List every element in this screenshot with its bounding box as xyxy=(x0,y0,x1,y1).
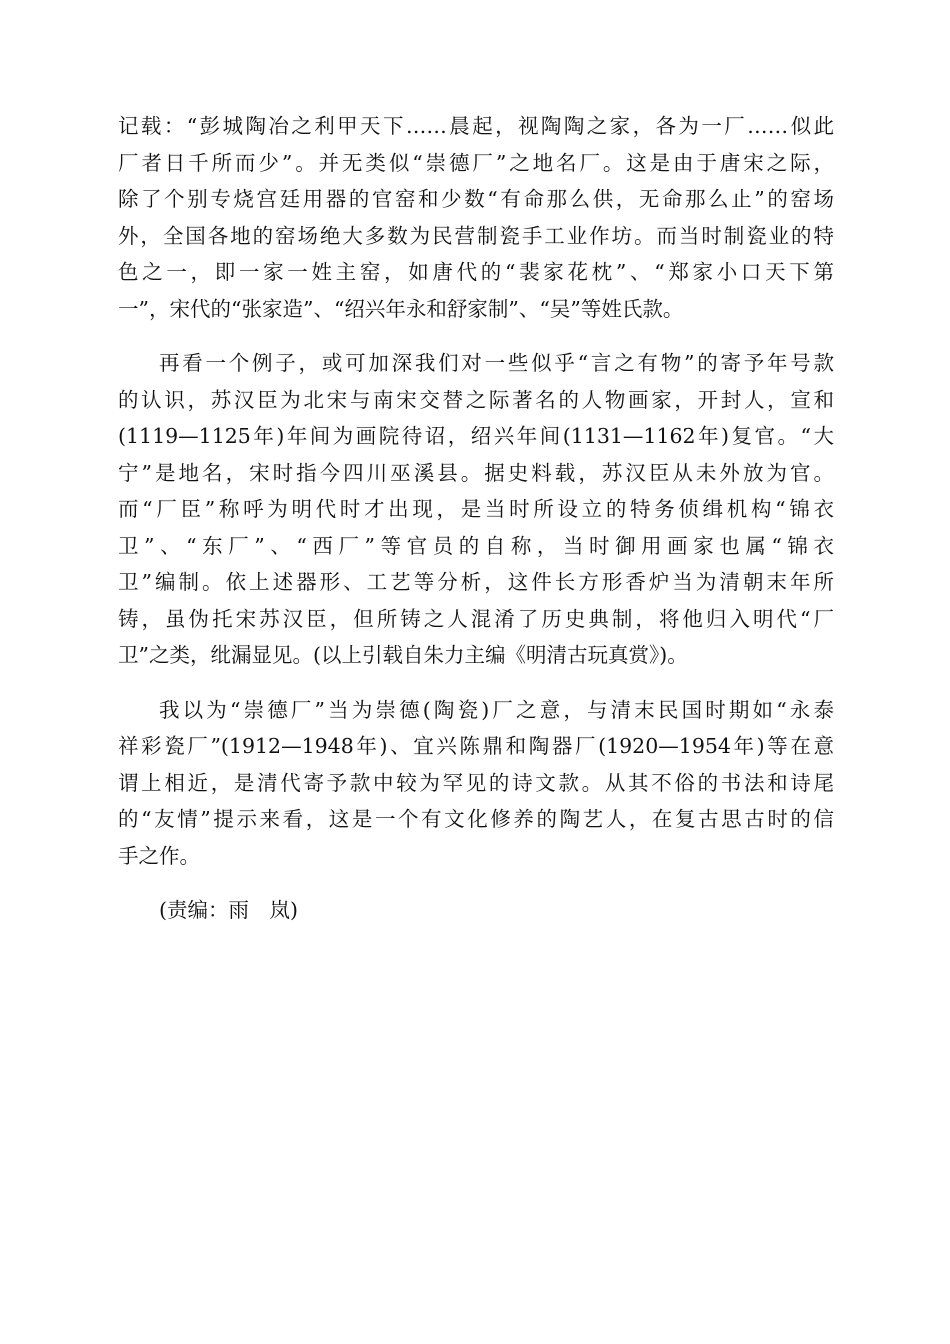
text-line: 厂者日千所而少”。并无类似“崇德厂”之地名厂。这是由于唐宋之际， xyxy=(118,150,834,175)
text-line: 一”，宋代的“张家造”、“绍兴年永和舒家制”、“吴”等姓氏款。 xyxy=(118,296,684,321)
text-line: 卫”编制。依上述器形、工艺等分析，这件长方形香炉当为清朝末年所 xyxy=(118,570,834,594)
text-line: (1119—1125年)年间为画院待诏，绍兴年间(1131—1162年)复官。“大 xyxy=(118,424,834,448)
text-line: 手之作。 xyxy=(118,843,200,868)
text-line: 宁”是地名，宋时指今四川巫溪县。据史料载，苏汉臣从未外放为官。 xyxy=(118,460,834,485)
text-line: 卫”、“东厂”、“西厂”等官员的自称，当时御用画家也属“锦衣 xyxy=(118,533,834,558)
text-line: 而“厂臣”称呼为明代时才出现，是当时所设立的特务侦缉机构“锦衣 xyxy=(118,497,834,521)
text-line: 除了个别专烧宫廷用器的官窑和少数“有命那么供，无命那么止”的窑场 xyxy=(118,187,834,211)
text-line: 再看一个例子，或可加深我们对一些似乎“言之有物”的寄予年号款 xyxy=(159,351,834,375)
text-line: 外，全国各地的窑场绝大多数为民营制瓷手工业作坊。而当时制瓷业的特 xyxy=(118,223,834,248)
paragraph-2 xyxy=(118,345,834,674)
text-line: 记载：“彭城陶冶之利甲天下……晨起，视陶陶之家，各为一厂……似此 xyxy=(118,114,834,138)
paragraph-gap xyxy=(118,674,834,692)
text-line: 卫”之类，纰漏显见。(以上引载自朱力主编《明清古玩真赏》)。 xyxy=(118,643,688,667)
text-line: 色之一，即一家一姓主窑，如唐代的“裴家花枕”、“郑家小口天下第 xyxy=(118,260,834,284)
paragraph-1 xyxy=(118,108,834,327)
paragraph-gap xyxy=(118,327,834,345)
text-line: 的“友情”提示来看，这是一个有文化修养的陶艺人，在复古思古时的信 xyxy=(118,807,834,831)
paragraph-3 xyxy=(118,692,834,875)
text-line: 谓上相近，是清代寄予款中较为罕见的诗文款。从其不俗的书法和诗尾 xyxy=(118,770,834,795)
text-line: 的认识，苏汉臣为北宋与南宋交替之际著名的人物画家，开封人，宣和 xyxy=(118,387,834,412)
text-line: 铸，虽伪托宋苏汉臣，但所铸之人混淆了历史典制，将他归入明代“厂 xyxy=(118,606,834,631)
paragraph-gap xyxy=(118,874,834,892)
text-line: 我以为“崇德厂”当为崇德(陶瓷)厂之意，与清末民国时期如“永泰 xyxy=(159,697,834,722)
editor-note: (责编：雨 岚) xyxy=(159,898,298,922)
text-line: 祥彩瓷厂”(1912—1948年)、宜兴陈鼎和陶器厂(1920—1954年)等在意 xyxy=(118,734,834,758)
article-body xyxy=(118,108,834,929)
